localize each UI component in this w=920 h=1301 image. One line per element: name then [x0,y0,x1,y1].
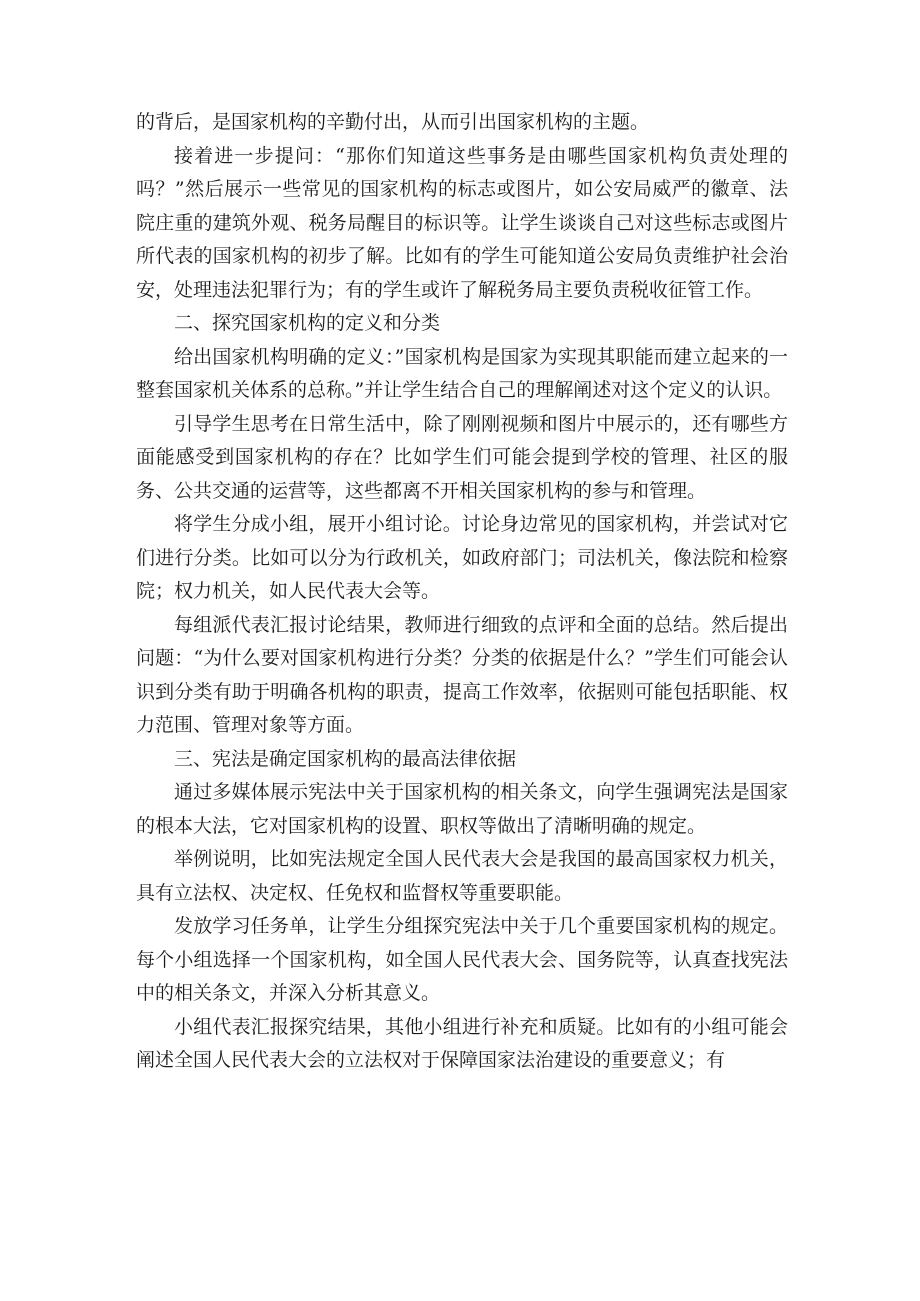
paragraph: 举例说明，比如宪法规定全国人民代表大会是我国的最高国家权力机关，具有立法权、决定权、任免权和监督权等重要职能。 [136,848,788,904]
paragraph: 将学生分成小组，展开小组讨论。讨论身边常见的国家机构，并尝试对它们进行分类。比如可以分为行政机关，如政府部门；司法机关，像法院和检察院；权力机关，如人民代表大会等。 [136,513,788,602]
section-heading-3: 三、宪法是确定国家机构的最高法律依据 [174,747,517,770]
paragraph: 引导学生思考在日常生活中，除了刚刚视频和图片中展示的，还有哪些方面能感受到国家机构的存在？比如学生们可能会提到学校的管理、社区的服务、公共交通的运营等，这些都离不开相关国家机构的参与和管理。 [136,412,788,502]
document-page [136,106,788,1078]
paragraph: 发放学习任务单，让学生分组探究宪法中关于几个重要国家机构的规定。每个小组选择一个国家机构，如全国人民代表大会、国务院等，认真查找宪法中的相关条文，并深入分析其意义。 [136,915,788,1004]
paragraph: 小组代表汇报探究结果，其他小组进行补充和质疑。比如有的小组可能会阐述全国人民代表大会的立法权对于保障国家法治建设的重要意义；有 [136,1015,788,1071]
paragraph: 通过多媒体展示宪法中关于国家机构的相关条文，向学生强调宪法是国家的根本大法，它对国家机构的设置、职权等做出了清晰明确的规定。 [136,781,788,837]
paragraph: 每组派代表汇报讨论结果，教师进行细致的点评和全面的总结。然后提出问题：“为什么要对国家机构进行分类？分类的依据是什么？”学生们可能会认识到分类有助于明确各机构的职责，提高工作效率，依据则可能包括职能、权力范围、管理对象等方面。 [136,613,788,736]
paragraph: 接着进一步提问：“那你们知道这些事务是由哪些国家机构负责处理的吗？”然后展示一些常见的国家机构的标志或图片，如公安局威严的徽章、法院庄重的建筑外观、税务局醒目的标识等。让学生谈谈自己对这些标志或图片所代表的国家机构的初步了解。比如有的学生可能知道公安局负责维护社会治安，处理违法犯罪行为；有的学生或许了解税务局主要负责税收征管工作。 [136,144,788,301]
paragraph-continuation: 的背后，是国家机构的辛勤付出，从而引出国家机构的主题。 [136,111,650,133]
paragraph: 给出国家机构明确的定义：”国家机构是国家为实现其职能而建立起来的一整套国家机关体系的总称。”并让学生结合自己的理解阐述对这个定义的认识。 [136,345,788,401]
section-heading-2: 二、探究国家机构的定义和分类 [174,312,441,334]
